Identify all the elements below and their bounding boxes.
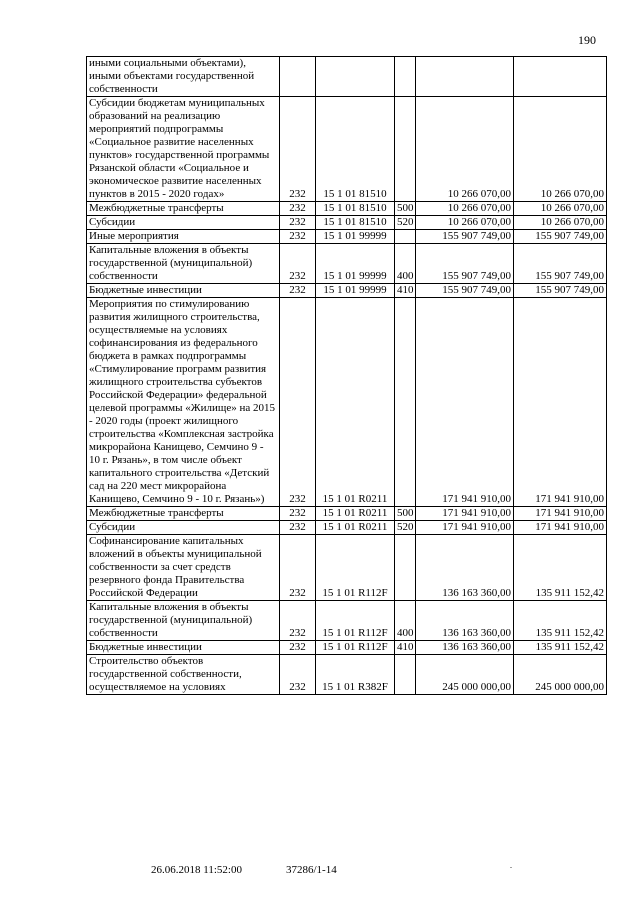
item-name-cell: Софинансирование капитальных вложений в объекты муниципальной собственности за счет средств резервного фонда Правительства Российской Федерации bbox=[87, 535, 280, 601]
table-row bbox=[87, 507, 607, 521]
table-row bbox=[87, 97, 607, 202]
target-article-cell: 15 1 01 R0211 bbox=[316, 521, 395, 535]
ministry-code-cell: 232 bbox=[280, 298, 316, 507]
table-row bbox=[87, 535, 607, 601]
footer-mark: . bbox=[510, 861, 512, 870]
table-row bbox=[87, 601, 607, 641]
amount-executed-cell: 135 911 152,42 bbox=[514, 535, 607, 601]
table-row bbox=[87, 216, 607, 230]
target-article-cell: 15 1 01 81510 bbox=[316, 202, 395, 216]
amount-executed-cell: 171 941 910,00 bbox=[514, 507, 607, 521]
expense-type-cell bbox=[395, 57, 416, 97]
budget-table bbox=[86, 56, 607, 695]
ministry-code-cell: 232 bbox=[280, 284, 316, 298]
amount-approved-cell: 10 266 070,00 bbox=[416, 97, 514, 202]
footer-timestamp: 26.06.2018 11:52:00 bbox=[151, 864, 242, 876]
table-row bbox=[87, 202, 607, 216]
amount-approved-cell: 155 907 749,00 bbox=[416, 230, 514, 244]
budget-table-body bbox=[87, 57, 607, 695]
item-name-cell: Строительство объектов государственной собственности, осуществляемое на условиях bbox=[87, 655, 280, 695]
item-name-cell: Капитальные вложения в объекты государственной (муниципальной) собственности bbox=[87, 601, 280, 641]
target-article-cell: 15 1 01 81510 bbox=[316, 216, 395, 230]
ministry-code-cell: 232 bbox=[280, 202, 316, 216]
item-name-cell: Мероприятия по стимулированию развития жилищного строительства, осуществляемые на условиях софинансирования из федерального бюджета в рамках подпрограммы «Стимулирование программ развития жилищного строительства субъектов Российской Федерации» федеральной целевой программы «Жилище» на 2015 - 2020 годы (проект жилищного строительства «Комплексная застройка микрорайона Канищево, Семчино 9 - 10 г. Рязань», в том числе объект капитального строительства «Детский сад на 220 мест микрорайона Канищево, Семчино 9 - 10 г. Рязань») bbox=[87, 298, 280, 507]
item-name-cell: Иные мероприятия bbox=[87, 230, 280, 244]
amount-executed-cell: 245 000 000,00 bbox=[514, 655, 607, 695]
item-name-cell: Субсидии bbox=[87, 521, 280, 535]
amount-approved-cell: 245 000 000,00 bbox=[416, 655, 514, 695]
expense-type-cell: 400 bbox=[395, 244, 416, 284]
ministry-code-cell: 232 bbox=[280, 216, 316, 230]
table-row bbox=[87, 230, 607, 244]
amount-executed-cell: 10 266 070,00 bbox=[514, 97, 607, 202]
ministry-code-cell: 232 bbox=[280, 97, 316, 202]
item-name-cell: Субсидии бюджетам муниципальных образований на реализацию мероприятий подпрограммы «Социальное развитие населенных пунктов» государственной программы Рязанской области «Социальное и экономическое развитие населенных пунктов в 2015 - 2020 годах» bbox=[87, 97, 280, 202]
amount-executed-cell: 155 907 749,00 bbox=[514, 284, 607, 298]
amount-approved-cell bbox=[416, 57, 514, 97]
table-row bbox=[87, 298, 607, 507]
amount-approved-cell: 10 266 070,00 bbox=[416, 216, 514, 230]
amount-executed-cell: 171 941 910,00 bbox=[514, 521, 607, 535]
table-row bbox=[87, 641, 607, 655]
expense-type-cell: 500 bbox=[395, 507, 416, 521]
target-article-cell: 15 1 01 R382F bbox=[316, 655, 395, 695]
table-row bbox=[87, 244, 607, 284]
target-article-cell: 15 1 01 99999 bbox=[316, 244, 395, 284]
item-name-cell: Межбюджетные трансферты bbox=[87, 202, 280, 216]
table-row bbox=[87, 57, 607, 97]
expense-type-cell: 520 bbox=[395, 216, 416, 230]
target-article-cell: 15 1 01 99999 bbox=[316, 284, 395, 298]
expense-type-cell: 410 bbox=[395, 284, 416, 298]
amount-executed-cell: 171 941 910,00 bbox=[514, 298, 607, 507]
target-article-cell bbox=[316, 57, 395, 97]
expense-type-cell: 520 bbox=[395, 521, 416, 535]
ministry-code-cell: 232 bbox=[280, 601, 316, 641]
amount-executed-cell bbox=[514, 57, 607, 97]
item-name-cell: иными социальными объектами), иными объектами государственной собственности bbox=[87, 57, 280, 97]
ministry-code-cell: 232 bbox=[280, 535, 316, 601]
expense-type-cell bbox=[395, 230, 416, 244]
amount-approved-cell: 171 941 910,00 bbox=[416, 507, 514, 521]
expense-type-cell bbox=[395, 298, 416, 507]
expense-type-cell: 500 bbox=[395, 202, 416, 216]
amount-approved-cell: 171 941 910,00 bbox=[416, 298, 514, 507]
amount-approved-cell: 136 163 360,00 bbox=[416, 641, 514, 655]
item-name-cell: Бюджетные инвестиции bbox=[87, 641, 280, 655]
amount-approved-cell: 171 941 910,00 bbox=[416, 521, 514, 535]
amount-executed-cell: 10 266 070,00 bbox=[514, 202, 607, 216]
amount-approved-cell: 155 907 749,00 bbox=[416, 284, 514, 298]
expense-type-cell: 410 bbox=[395, 641, 416, 655]
amount-executed-cell: 135 911 152,42 bbox=[514, 601, 607, 641]
item-name-cell: Межбюджетные трансферты bbox=[87, 507, 280, 521]
target-article-cell: 15 1 01 99999 bbox=[316, 230, 395, 244]
amount-executed-cell: 135 911 152,42 bbox=[514, 641, 607, 655]
expense-type-cell: 400 bbox=[395, 601, 416, 641]
target-article-cell: 15 1 01 R0211 bbox=[316, 298, 395, 507]
item-name-cell: Бюджетные инвестиции bbox=[87, 284, 280, 298]
expense-type-cell bbox=[395, 97, 416, 202]
target-article-cell: 15 1 01 R112F bbox=[316, 641, 395, 655]
target-article-cell: 15 1 01 R112F bbox=[316, 601, 395, 641]
amount-executed-cell: 155 907 749,00 bbox=[514, 244, 607, 284]
amount-executed-cell: 10 266 070,00 bbox=[514, 216, 607, 230]
target-article-cell: 15 1 01 R0211 bbox=[316, 507, 395, 521]
target-article-cell: 15 1 01 R112F bbox=[316, 535, 395, 601]
ministry-code-cell: 232 bbox=[280, 230, 316, 244]
ministry-code-cell: 232 bbox=[280, 655, 316, 695]
amount-approved-cell: 136 163 360,00 bbox=[416, 535, 514, 601]
amount-executed-cell: 155 907 749,00 bbox=[514, 230, 607, 244]
expense-type-cell bbox=[395, 535, 416, 601]
table-row bbox=[87, 655, 607, 695]
ministry-code-cell bbox=[280, 57, 316, 97]
item-name-cell: Субсидии bbox=[87, 216, 280, 230]
expense-type-cell bbox=[395, 655, 416, 695]
ministry-code-cell: 232 bbox=[280, 521, 316, 535]
amount-approved-cell: 136 163 360,00 bbox=[416, 601, 514, 641]
item-name-cell: Капитальные вложения в объекты государственной (муниципальной) собственности bbox=[87, 244, 280, 284]
amount-approved-cell: 155 907 749,00 bbox=[416, 244, 514, 284]
footer-document-code: 37286/1-14 bbox=[286, 864, 337, 876]
ministry-code-cell: 232 bbox=[280, 244, 316, 284]
amount-approved-cell: 10 266 070,00 bbox=[416, 202, 514, 216]
page-number: 190 bbox=[578, 33, 596, 47]
table-row bbox=[87, 284, 607, 298]
ministry-code-cell: 232 bbox=[280, 507, 316, 521]
table-row bbox=[87, 521, 607, 535]
target-article-cell: 15 1 01 81510 bbox=[316, 97, 395, 202]
ministry-code-cell: 232 bbox=[280, 641, 316, 655]
